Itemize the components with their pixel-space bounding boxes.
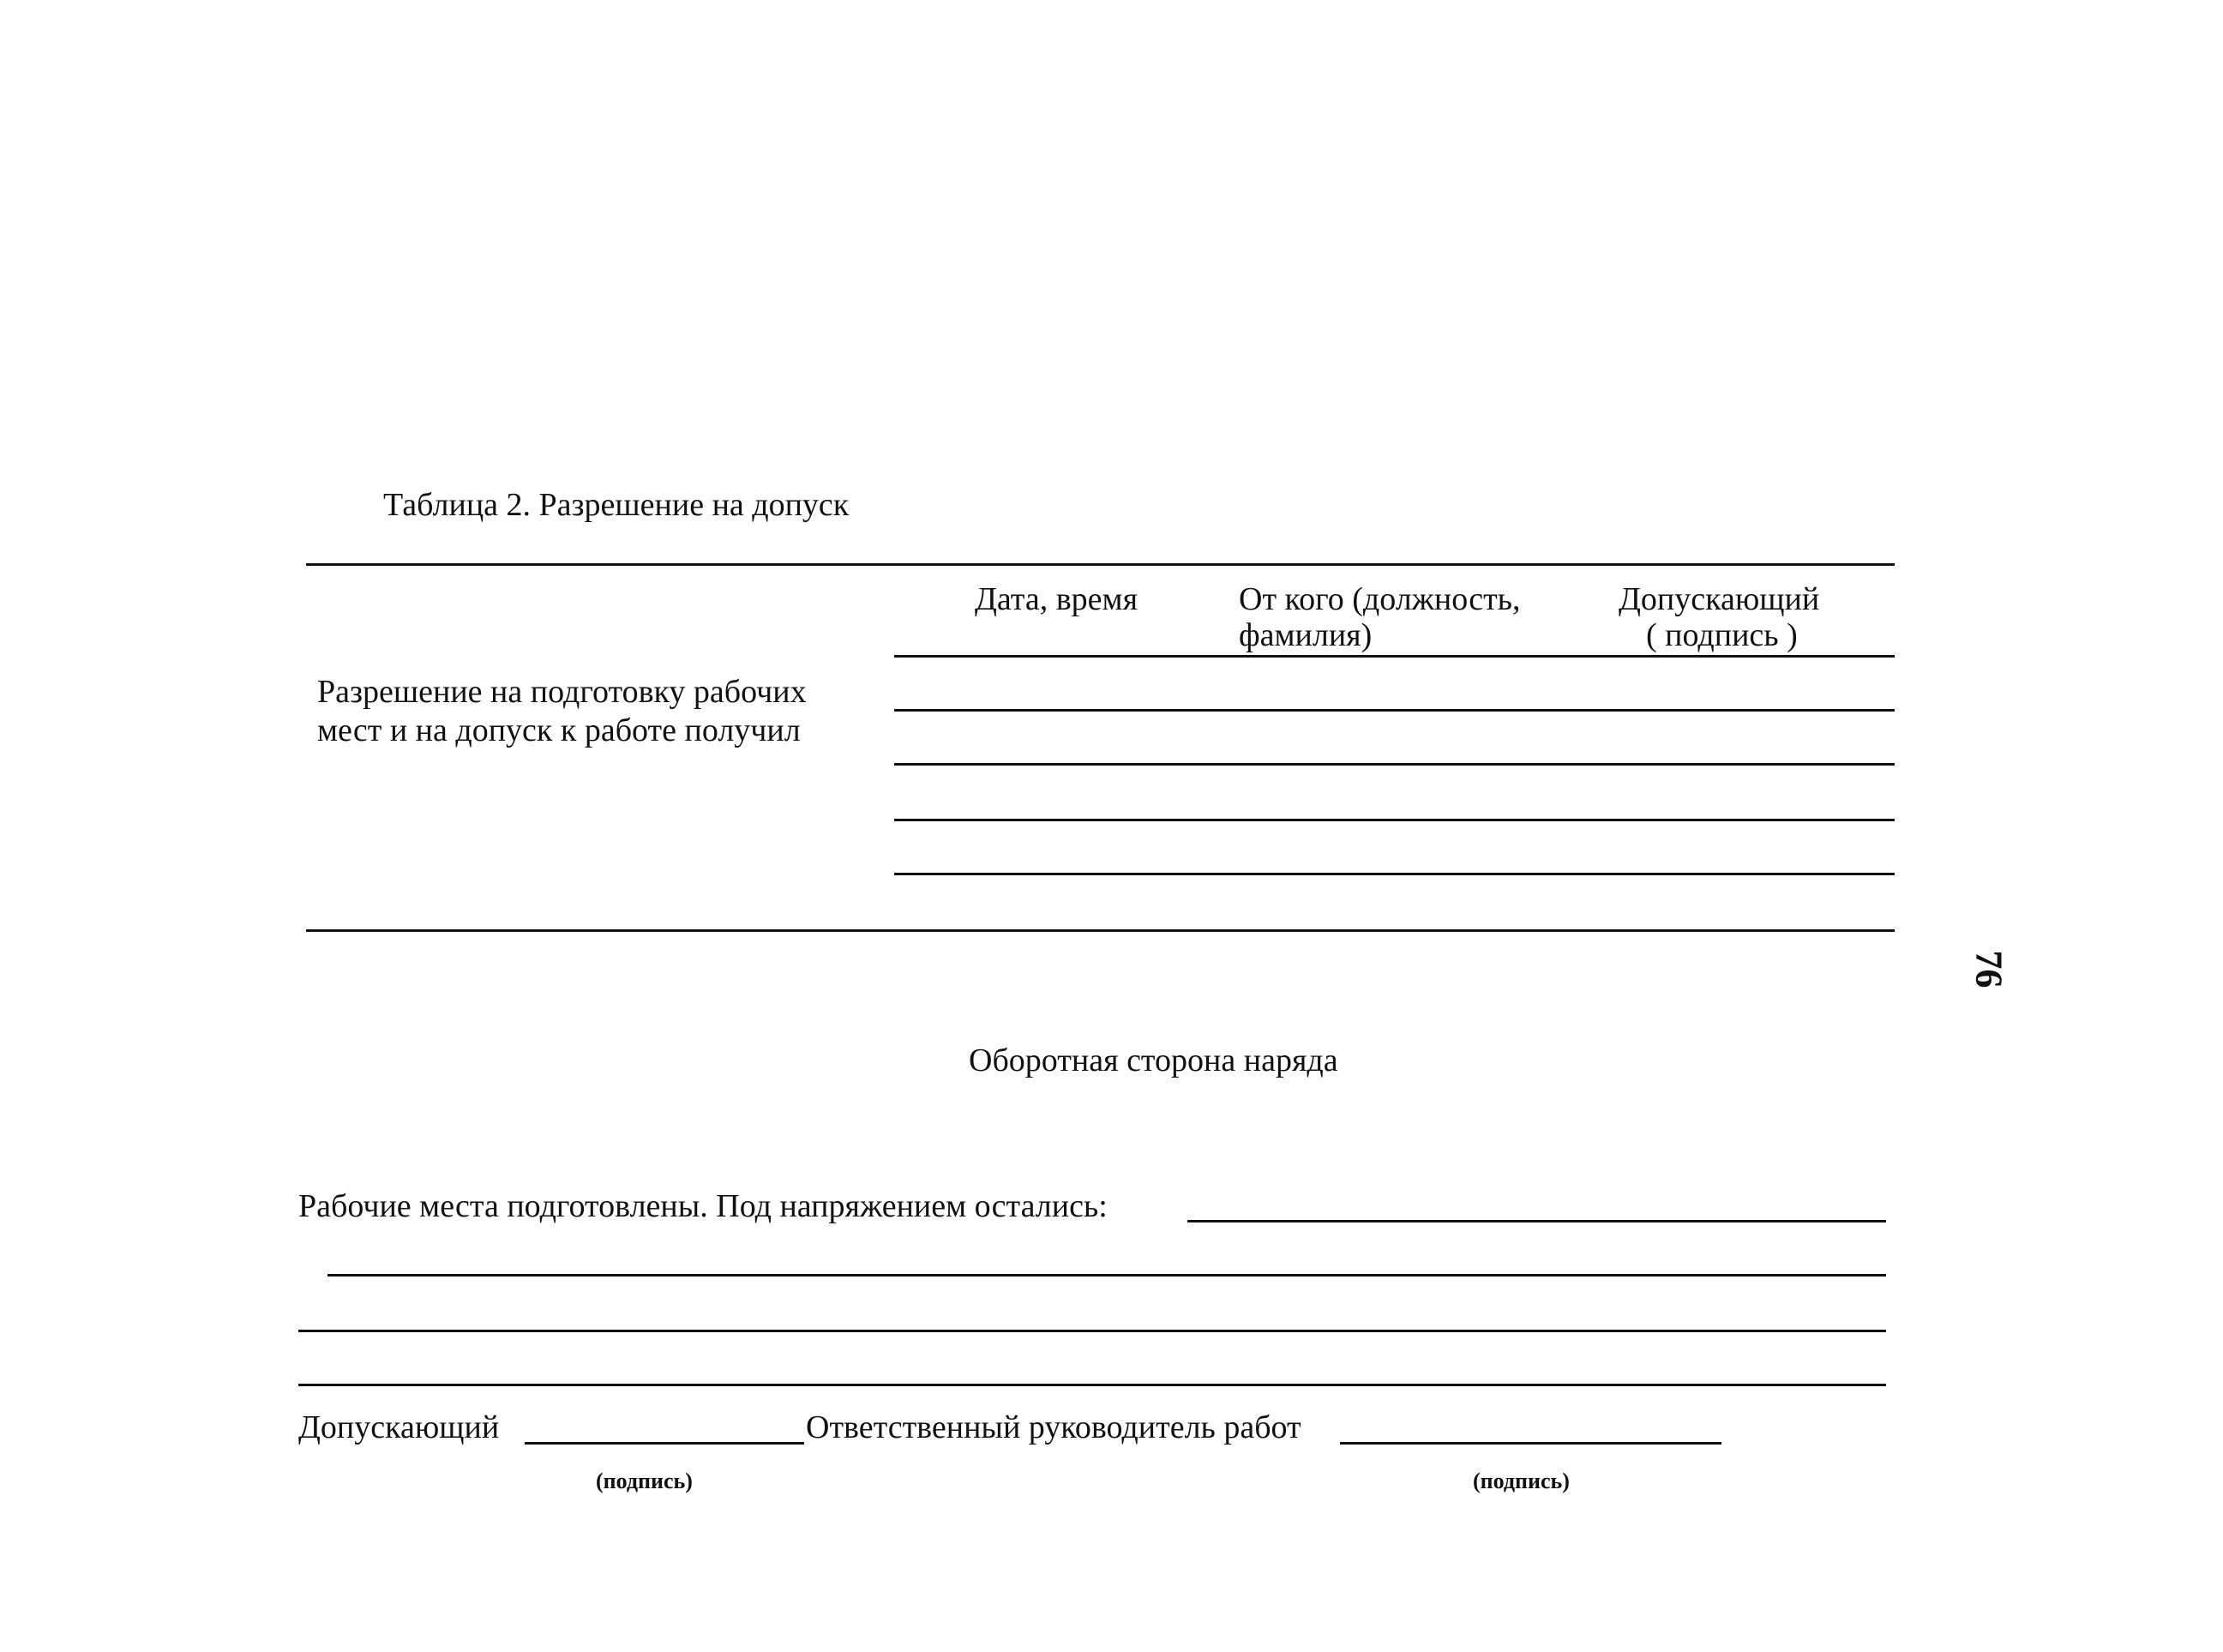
prepared-text: Рабочие места подготовлены. Под напряжением остались: <box>298 1188 1108 1224</box>
remaining-line-3 <box>298 1384 1886 1386</box>
prepared-fill-line <box>1187 1220 1886 1222</box>
column-header-date: Дата, время <box>975 581 1139 617</box>
entry-line-3 <box>894 819 1895 821</box>
entry-line-2 <box>894 763 1895 766</box>
admitting-signature-line <box>525 1442 804 1445</box>
remaining-line-2 <box>298 1330 1886 1332</box>
manager-signature-line <box>1340 1442 1721 1445</box>
admitting-label: Допускающий <box>298 1409 500 1445</box>
signature-hint-manager: (подпись) <box>1473 1469 1570 1493</box>
row-label-line2: мест и на допуск к работе получил <box>317 712 801 748</box>
page-number: 76 <box>1968 950 2010 988</box>
entry-line-4 <box>894 873 1895 875</box>
reverse-heading: Оборотная сторона наряда <box>969 1042 1338 1078</box>
entry-line-1 <box>894 709 1895 712</box>
row-label-line1: Разрешение на подготовку рабочих <box>317 674 807 710</box>
table-top-rule <box>306 563 1895 566</box>
table-bottom-rule <box>306 929 1895 932</box>
table-title: Таблица 2. Разрешение на допуск <box>383 487 850 523</box>
column-header-admitting-line1: Допускающий <box>1619 581 1820 617</box>
table-header-rule <box>894 655 1895 658</box>
column-header-from-line2: фамилия) <box>1239 617 1373 653</box>
column-header-from-line1: От кого (должность, <box>1239 581 1521 617</box>
signature-hint-admitting: (подпись) <box>596 1469 693 1493</box>
remaining-line-1 <box>327 1274 1886 1277</box>
column-header-admitting-line2: ( подпись ) <box>1646 617 1798 653</box>
manager-label: Ответственный руководитель работ <box>806 1409 1301 1445</box>
